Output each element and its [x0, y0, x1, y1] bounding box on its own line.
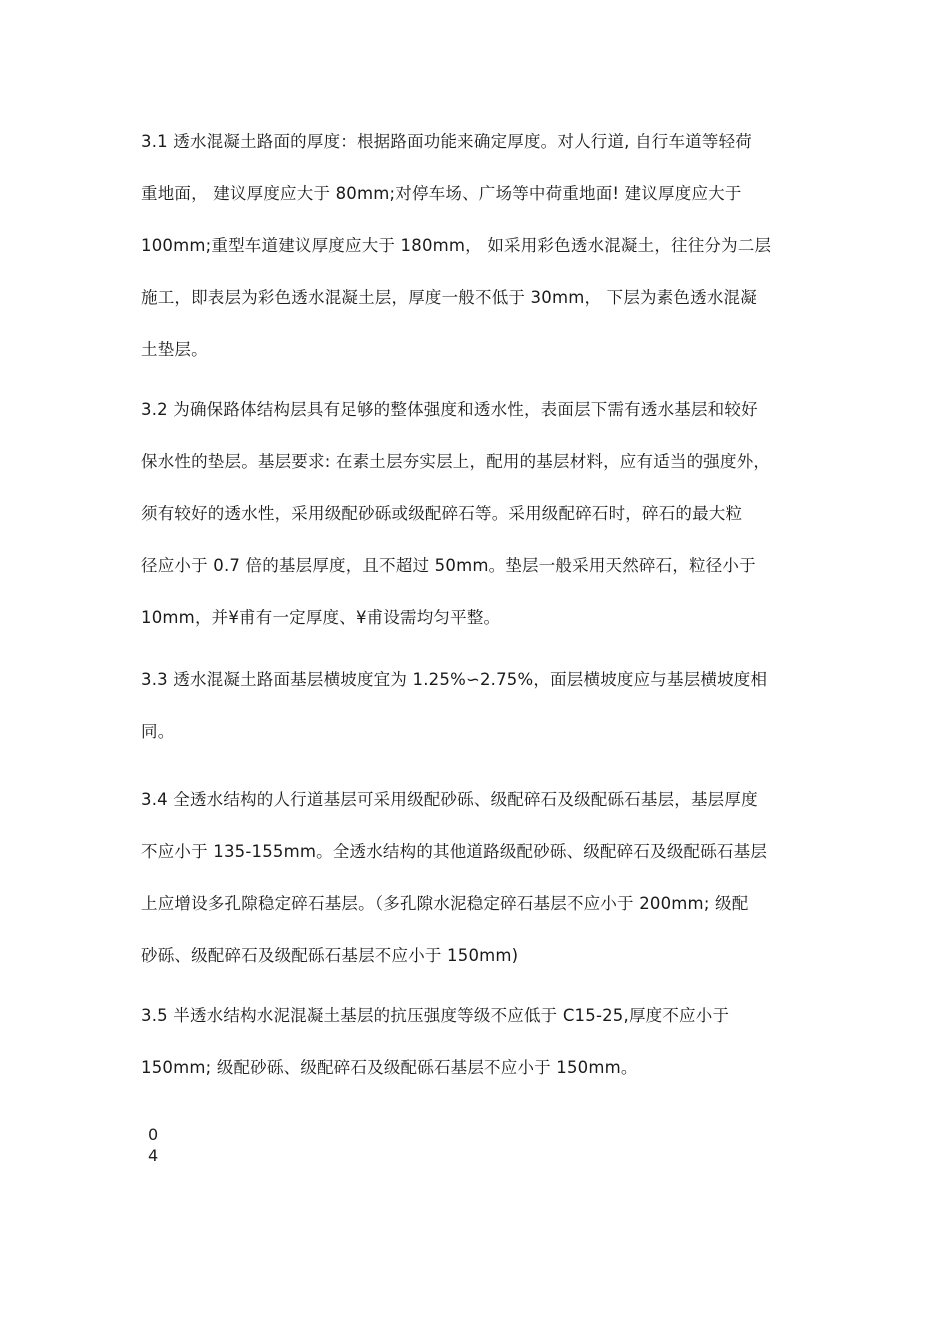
page-number — [148, 1124, 158, 1166]
section-3-2 — [141, 384, 816, 644]
text-line: 3.2 为确保路体结构层具有足够的整体强度和透水性，表面层下需有透水基层和较好 — [141, 400, 758, 419]
text-line: 10mm，并¥甫有一定厚度、¥甫设需均匀平整。 — [141, 608, 501, 627]
text-line: 须有较好的透水性，采用级配砂砾或级配碎石等。采用级配碎石时，碎石的最大粒 — [141, 504, 743, 523]
text-line: 3.4 全透水结构的人行道基层可采用级配砂砾、级配碎石及级配砾石基层，基层厚度 — [141, 790, 758, 809]
text-line: 保水性的垫层。基层要求: 在素土层夯实层上，配用的基层材料，应有适当的强度外， — [141, 452, 771, 471]
text-line: 重地面， 建议厚度应大于 80mm;对停车场、广场等中荷重地面! 建议厚度应大于 — [141, 184, 742, 203]
text-line: 3.1 透水混凝土路面的厚度：根据路面功能来确定厚度。对人行道, 自行车道等轻荷 — [141, 132, 752, 151]
text-line: 同。 — [141, 722, 175, 741]
section-3-5 — [141, 990, 816, 1094]
section-3-3 — [141, 654, 816, 758]
text-line: 100mm;重型车道建议厚度应大于 180mm， 如采用彩色透水混凝土，往往分为二层 — [141, 236, 772, 255]
section-3-4 — [141, 774, 816, 982]
text-line: 施工，即表层为彩色透水混凝土层，厚度一般不低于 30mm， 下层为素色透水混凝 — [141, 288, 757, 307]
text-line: 3.3 透水混凝土路面基层横坡度宜为 1.25%∽2.75%，面层横坡度应与基层横坡度相 — [141, 670, 768, 689]
text-line: 土垫层。 — [141, 340, 208, 359]
text-line: 砂砾、级配碎石及级配砾石基层不应小于 150mm) — [141, 946, 519, 965]
text-line: 150mm; 级配砂砾、级配碎石及级配砾石基层不应小于 150mm。 — [141, 1058, 638, 1077]
text-line: 3.5 半透水结构水泥混凝土基层的抗压强度等级不应低于 C15-25,厚度不应小于 — [141, 1006, 730, 1025]
page-number-digit: 0 — [148, 1125, 159, 1144]
text-line: 不应小于 135-155mm。全透水结构的其他道路级配砂砾、级配碎石及级配砾石基层 — [141, 842, 768, 861]
text-line: 径应小于 0.7 倍的基层厚度，且不超过 50mm。垫层一般采用天然碎石，粒径小于 — [141, 556, 756, 575]
text-line: 上应增设多孔隙稳定碎石基层。（多孔隙水泥稳定碎石基层不应小于 200mm; 级配 — [141, 894, 749, 913]
section-3-1 — [141, 116, 816, 376]
page-number-digit: 4 — [148, 1146, 159, 1165]
